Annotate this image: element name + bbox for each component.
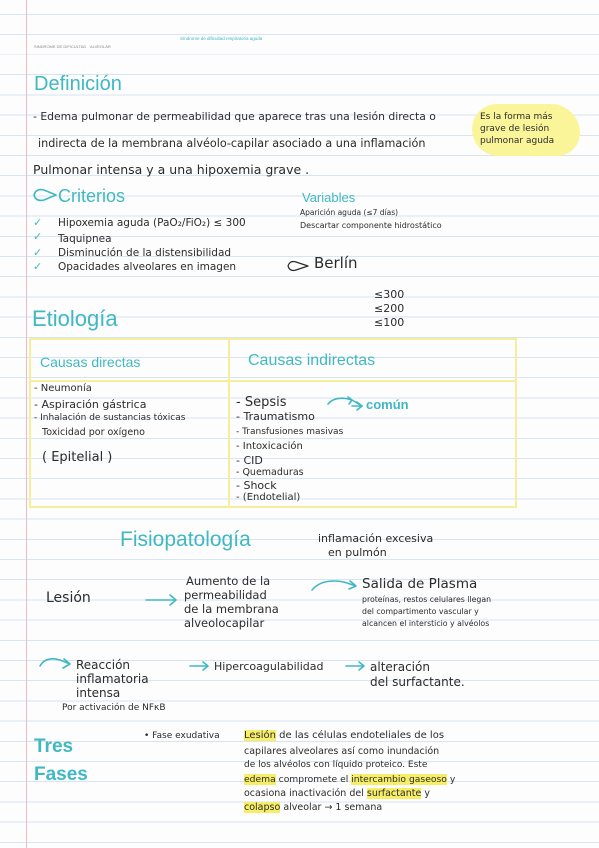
reaccion-note: Por activación de NFκB <box>62 703 166 713</box>
causa-directa: Toxicidad por oxígeno <box>42 427 145 438</box>
page-header-title: Síndrome de dificultad respiratoria aguda <box>180 36 263 41</box>
arrow-icon <box>146 595 176 605</box>
fase-text: de los alvéolos con líquido proteico. Este <box>244 760 428 770</box>
criterio-item: Opacidades alveolares en imagen <box>58 261 237 273</box>
definicion-line-1: - Edema pulmonar de permeabilidad que aparece tras una lesión directa o <box>33 110 436 123</box>
arrow-icon <box>288 262 308 271</box>
aumento-line: alveolocapilar <box>184 616 265 630</box>
causa-indirecta: - CID <box>236 454 263 467</box>
criterios-heading: Criterios <box>58 186 126 206</box>
reaccion-line: intensa <box>76 686 121 700</box>
aumento-line: Aumento de la <box>186 574 271 588</box>
causas-indirectas-heading: Causas indirectas <box>248 352 376 369</box>
fase1-label-text: Fase exudativa <box>152 731 220 741</box>
variable-item: Aparición aguda (≤7 días) <box>300 208 399 217</box>
highlight-text: colapso <box>244 802 281 813</box>
highlight-text: intercambio gaseoso <box>351 774 447 785</box>
causas-directas-heading: Causas directas <box>40 354 141 370</box>
causa-indirecta: - (Endotelial) <box>236 492 301 503</box>
causa-directa: - Neumonía <box>34 383 92 394</box>
arrow-icon <box>346 662 364 670</box>
aumento-line: de la membrana <box>184 602 279 616</box>
note-line: pulmonar aguda <box>480 136 555 146</box>
definicion-heading: Definición <box>34 73 122 95</box>
checkmark-icon: ✓ <box>33 217 43 229</box>
fases-heading-2: Fases <box>34 764 88 785</box>
reaccion-line: inflamatoria <box>76 672 149 686</box>
criterio-item: Hipoxemia aguda (PaO₂/FiO₂) ≤ 300 <box>58 217 246 229</box>
arrow-icon <box>190 662 208 670</box>
fase-text: compromete el <box>275 774 352 785</box>
highlight-text: Lesión <box>244 730 276 741</box>
checkmark-icon: ✓ <box>33 231 43 243</box>
berlin-label: Berlín <box>314 254 358 272</box>
causa-directa: - Inhalación de sustancias tóxicas <box>34 413 186 423</box>
fisiopatologia-subtitle: en pulmón <box>328 546 387 559</box>
threshold: ≤200 <box>374 302 405 315</box>
highlight-text: edema <box>244 774 276 785</box>
definicion-line-2: indirecta de la membrana alvéolo-capilar asociado a una inflamación <box>38 137 426 150</box>
etiologia-heading: Etiología <box>32 306 118 331</box>
arrow-icon <box>40 659 70 668</box>
causa-indirecta: - Transfusiones masivas <box>236 427 344 437</box>
causa-indirecta: - Traumatismo <box>236 410 315 423</box>
arrow-icon <box>328 397 362 410</box>
criterio-item: Taquipnea <box>58 233 112 245</box>
fase-text: de las células endoteliales de los <box>276 730 445 741</box>
arrow-icon <box>34 190 56 201</box>
alteracion-line: alteración <box>370 660 430 674</box>
fase-text: y <box>421 788 430 799</box>
causa-indirecta: - Intoxicación <box>236 441 303 452</box>
salida-label: Salida de Plasma <box>362 576 478 592</box>
fases-heading-1: Tres <box>34 736 74 757</box>
threshold: ≤100 <box>374 316 405 329</box>
reaccion-line: Reacción <box>76 658 131 672</box>
definicion-line-3: Pulmonar intensa y a una hipoxemia grave . <box>33 162 310 177</box>
causa-directa: - Aspiración gástrica <box>34 398 147 411</box>
causa-indirecta: - Sepsis <box>236 395 287 410</box>
causa-indirecta: - Quemaduras <box>236 467 304 478</box>
arrow-icon <box>312 581 356 590</box>
fisiopatologia-heading: Fisiopatología <box>120 528 251 551</box>
salida-line: proteínas, restos celulares llegan <box>362 595 492 604</box>
fase-text: ocasiona inactivación del <box>244 788 367 799</box>
checkmark-icon: ✓ <box>33 247 43 259</box>
criterio-item: Disminución de la distensibilidad <box>58 247 232 259</box>
fase-text: y <box>446 774 456 785</box>
threshold: ≤300 <box>374 288 405 301</box>
checkmark-icon: ✓ <box>33 261 43 273</box>
header-meta-left: SINDROME DE DIFICULTAD <box>34 44 87 49</box>
hipercoag-label: Hipercoagulabilidad <box>214 660 324 673</box>
lesion-label: Lesión <box>46 590 91 606</box>
aumento-line: permeabilidad <box>184 588 267 602</box>
comun-label: común <box>366 397 409 412</box>
variables-heading: Variables <box>302 190 356 205</box>
salida-line: del compartimento vascular y <box>362 607 479 616</box>
causa-directa-type: ( Epitelial ) <box>42 450 113 465</box>
note-line: grave de lesión <box>480 124 550 134</box>
salida-line: alcancen el intersticio y alvéolos <box>362 619 490 628</box>
fase-text: capilares alveolares así como inundación <box>244 746 440 757</box>
fase1-label: • Fase exudativa <box>144 731 220 741</box>
variable-item: Descartar componente hidrostático <box>300 221 442 230</box>
note-line: Es la forma más <box>480 112 553 122</box>
fisiopatologia-subtitle: inflamación excesiva <box>318 532 434 545</box>
causa-indirecta: - Shock <box>236 479 277 492</box>
alteracion-line: del surfactante. <box>370 675 465 689</box>
header-meta-right: ALVEOLAR <box>90 44 111 49</box>
highlight-text: surfactante <box>366 788 422 799</box>
fase-text: alveolar → 1 semana <box>280 802 383 813</box>
